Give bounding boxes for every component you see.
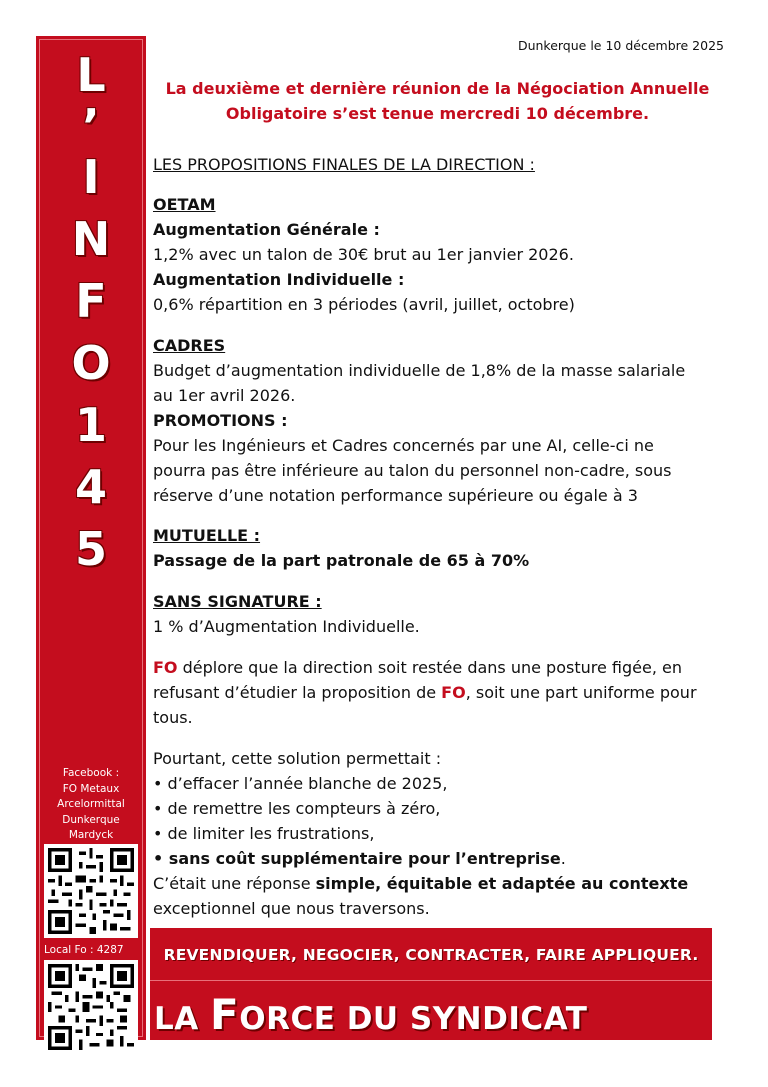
solution-bullet: • d’effacer l’année blanche de 2025, [153,774,448,793]
qr-code-icon [48,964,134,1050]
mutuelle-heading: MUTUELLE : [153,526,261,545]
solution-end: . [560,849,566,868]
fo-paragraph-text: déplore que la direction soit restée dans une posture figée, en [177,658,682,677]
slogan-force-du-syndicat [154,990,587,1039]
solution-bullet: • de remettre les compteurs à zéro, [153,799,441,818]
qr-code-icon [48,848,134,934]
ag-label: Augmentation Générale : [153,220,380,239]
title-letter: ’ [82,99,100,153]
mutuelle-text: Passage de la part patronale de 65 à 70% [153,551,530,570]
fo-paragraph-line [153,655,728,680]
site-internet-label: Site internet [58,1059,124,1071]
cadres-heading: CADRES [153,336,226,355]
headline-line: La deuxième et dernière réunion de la Négociation Annuelle [165,79,710,98]
oetam-heading: OETAM [153,195,216,214]
solution-bullet: • de limiter les frustrations, [153,824,375,843]
slogan-rest: ORCE DU SYNDICAT [239,1001,588,1037]
promotions-text: réserve d’une notation performance supérieure ou égale à 3 [153,486,638,505]
title-letter: 1 [74,398,107,452]
facebook-line: Mardyck [68,829,114,841]
promotions-label: PROMOTIONS : [153,411,288,430]
title-letter: 4 [74,460,107,514]
fo-paragraph-text: , soit une part uniforme pour [465,683,697,702]
title-letter: 5 [74,522,107,576]
main-content [153,152,728,921]
solution-bold: sans coût supplémentaire pour l’entreprise [168,849,561,868]
conclusion-bold: simple, équitable et adaptée au contexte [315,874,689,893]
fo-highlight: FO [153,658,178,677]
ai-text: 0,6% répartition en 3 périodes (avril, juillet, octobre) [153,295,575,314]
fo-paragraph-text: tous. [153,708,193,727]
website-qr-code[interactable] [44,960,138,1054]
title-letter: F [75,274,107,328]
headline-line: Obligatoire s’est tenue mercredi 10 décembre. [225,104,650,123]
sidebar [36,36,146,1071]
main-heading: LES PROPOSITIONS FINALES DE LA DIRECTION : [153,155,535,174]
document-date: Dunkerque le 10 décembre 2025 [517,38,724,53]
title-letter: N [71,212,111,266]
banner-divider [150,980,712,981]
promotions-text: pourra pas être inférieure au talon du personnel non-cadre, sous [153,461,672,480]
cadres-text: Budget d’augmentation individuelle de 1,8% de la masse salariale [153,361,686,380]
title-letter: O [71,336,111,390]
sans-signature-text: 1 % d’Augmentation Individuelle. [153,617,420,636]
slogan-la: LA [154,1001,211,1037]
title-letter: L [76,48,106,102]
solution-bullet [153,846,728,871]
title-letter: I [82,150,100,204]
conclusion-line [153,871,728,896]
slogan-f: F [210,990,240,1039]
ag-text: 1,2% avec un talon de 30€ brut au 1er janvier 2026. [153,245,574,264]
facebook-line: Dunkerque [62,813,120,826]
conclusion-text: C’était une réponse [153,874,316,893]
slogan-actions: REVENDIQUER, NEGOCIER, CONTRACTER, FAIRE APPLIQUER. [163,946,699,964]
fo-highlight: FO [441,683,466,702]
conclusion-text: exceptionnel que nous traversons. [153,899,430,918]
local-fo-number: Local Fo : 4287 [44,944,124,956]
bullet-mark: • [153,849,169,868]
ai-label: Augmentation Individuelle : [153,270,405,289]
sans-signature-heading: SANS SIGNATURE : [153,592,322,611]
bottom-banner [150,928,712,1040]
solution-intro: Pourtant, cette solution permettait : [153,749,442,768]
fo-paragraph-line [153,680,728,705]
facebook-line: Facebook : [62,767,120,779]
cadres-text: au 1er avril 2026. [153,386,296,405]
vertical-title [36,44,146,580]
facebook-info [36,766,146,844]
facebook-line: Arcelormittal [57,798,125,810]
promotions-text: Pour les Ingénieurs et Cadres concernés par une AI, celle-ci ne [153,436,654,455]
fo-paragraph-text: refusant d’étudier la proposition de [153,683,442,702]
facebook-line: FO Metaux [62,782,120,795]
headline [150,76,725,126]
facebook-qr-code[interactable] [44,844,138,938]
